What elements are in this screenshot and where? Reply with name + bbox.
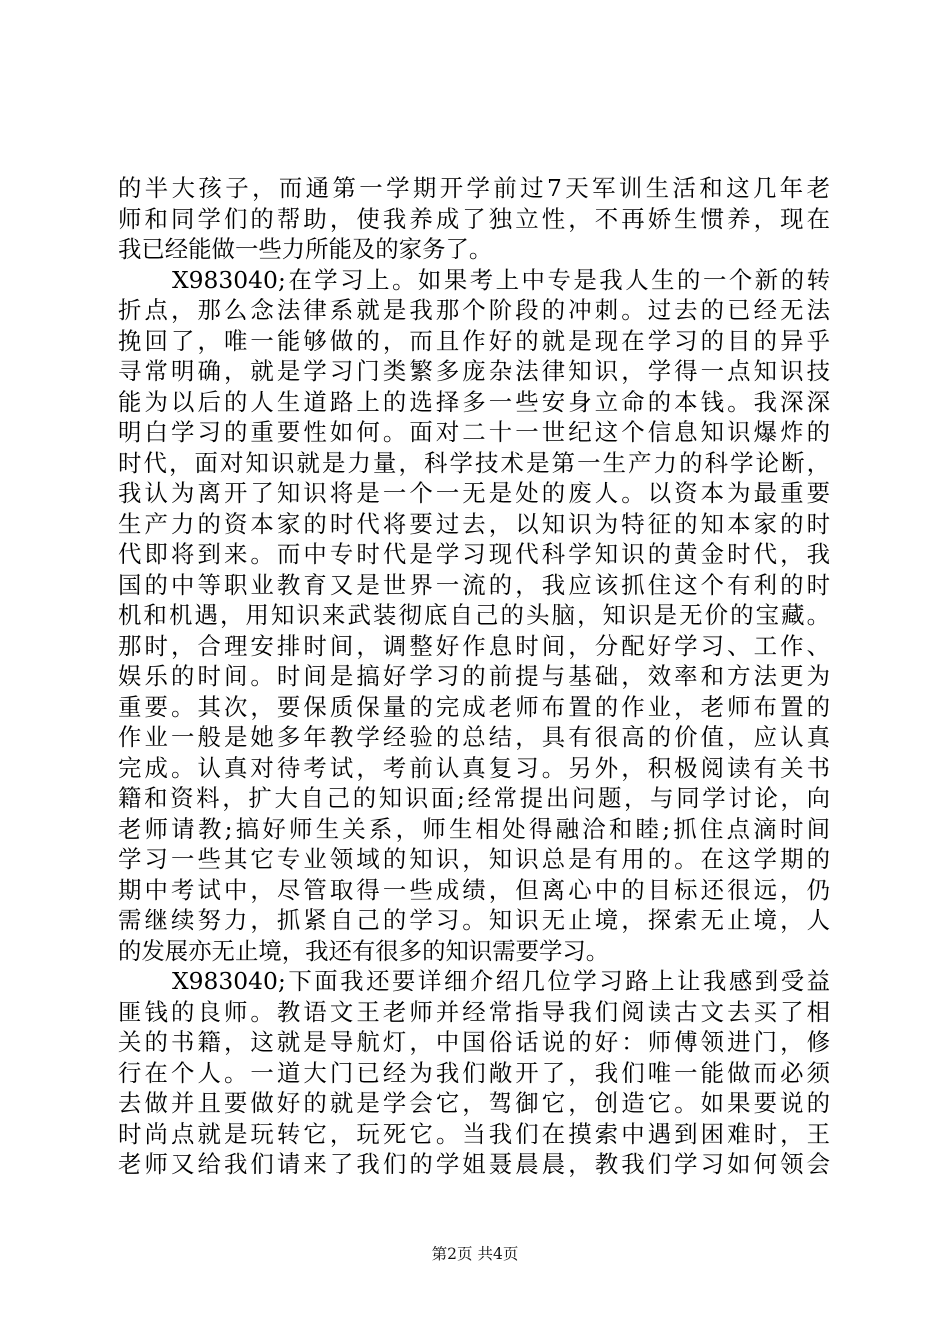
text-line: 那时，合理安排时间，调整好作息时间，分配好学习、工作、 [118,631,830,660]
text-line: 时代，面对知识就是力量，科学技术是第一生产力的科学论断， [118,448,830,477]
text-line: 我认为离开了知识将是一个一无是处的废人。以资本为最重要 [118,479,830,507]
text-line: 的发展亦无止境，我还有很多的知识需要学习。 [118,936,610,965]
body-text [118,173,830,1180]
text-line: 的半大孩子，而通第一学期开学前过7天军训生活和这几年老 [118,174,830,202]
text-line: 寻常明确，就是学习门类繁多庞杂法律知识，学得一点知识技 [118,357,830,385]
text-line: 重要。其次，要保质保量的完成老师布置的作业，老师布置的 [118,692,830,721]
text-line: 老师又给我们请来了我们的学姐聂晨晨，教我们学习如何领会 [118,1150,830,1178]
text-line: 师和同学们的帮助，使我养成了独立性，不再娇生惯养，现在 [118,204,830,233]
text-line: 机和机遇，用知识来武装彻底自己的头脑，知识是无价的宝藏。 [118,601,830,629]
text-line: 明白学习的重要性如何。面对二十一世纪这个信息知识爆炸的 [118,418,830,446]
text-line: 能为以后的人生道路上的选择多一些安身立命的本钱。我深深 [118,387,830,416]
text-line: 籍和资料，扩大自己的知识面;经常提出问题，与同学讨论，向 [118,784,830,812]
text-line: 行在个人。一道大门已经为我们敞开了，我们唯一能做而必须 [118,1058,830,1087]
text-line: 生产力的资本家的时代将要过去，以知识为特征的知本家的时 [118,509,830,538]
text-line: 国的中等职业教育又是世界一流的，我应该抓住这个有利的时 [118,570,830,599]
text-line: 期中考试中，尽管取得一些成绩，但离心中的目标还很远，仍 [118,875,830,904]
text-line: 关的书籍，这就是导航灯，中国俗话说的好：师傅领进门，修 [118,1028,830,1056]
text-line: 需继续努力，抓紧自己的学习。知识无止境，探索无止境，人 [118,906,830,934]
text-line: 代即将到来。而中专时代是学习现代科学知识的黄金时代，我 [118,540,830,568]
text-line: X983040;在学习上。如果考上中专是我人生的一个新的转 [172,265,830,294]
text-line: 作业一般是她多年教学经验的总结，具有很高的价值，应认真 [118,723,830,751]
text-line: 去做并且要做好的就是学会它，驾御它，创造它。如果要说的 [118,1089,830,1117]
text-line: 完成。认真对待考试，考前认真复习。另外，积极阅读有关书 [118,753,830,782]
text-line: 时尚点就是玩转它，玩死它。当我们在摸索中遇到困难时，王 [118,1119,830,1148]
text-line: 折点，那么念法律系就是我那个阶段的冲刺。过去的已经无法 [118,296,830,324]
text-line: 挽回了，唯一能够做的，而且作好的就是现在学习的目的异乎 [118,326,830,355]
text-line: X983040;下面我还要详细介绍几位学习路上让我感到受益 [172,967,830,995]
text-line: 匪钱的良师。教语文王老师并经常指导我们阅读古文去买了相 [118,997,830,1026]
text-line: 娱乐的时间。时间是搞好学习的前提与基础，效率和方法更为 [118,662,830,690]
text-line: 学习一些其它专业领域的知识，知识总是有用的。在这学期的 [118,845,830,873]
text-line: 我已经能做一些力所能及的家务了。 [118,235,493,263]
text-line: 老师请教;搞好师生关系，师生相处得融洽和睦;抓住点滴时间 [118,814,830,843]
page-number-footer: 第2页 共4页 [431,1245,519,1263]
